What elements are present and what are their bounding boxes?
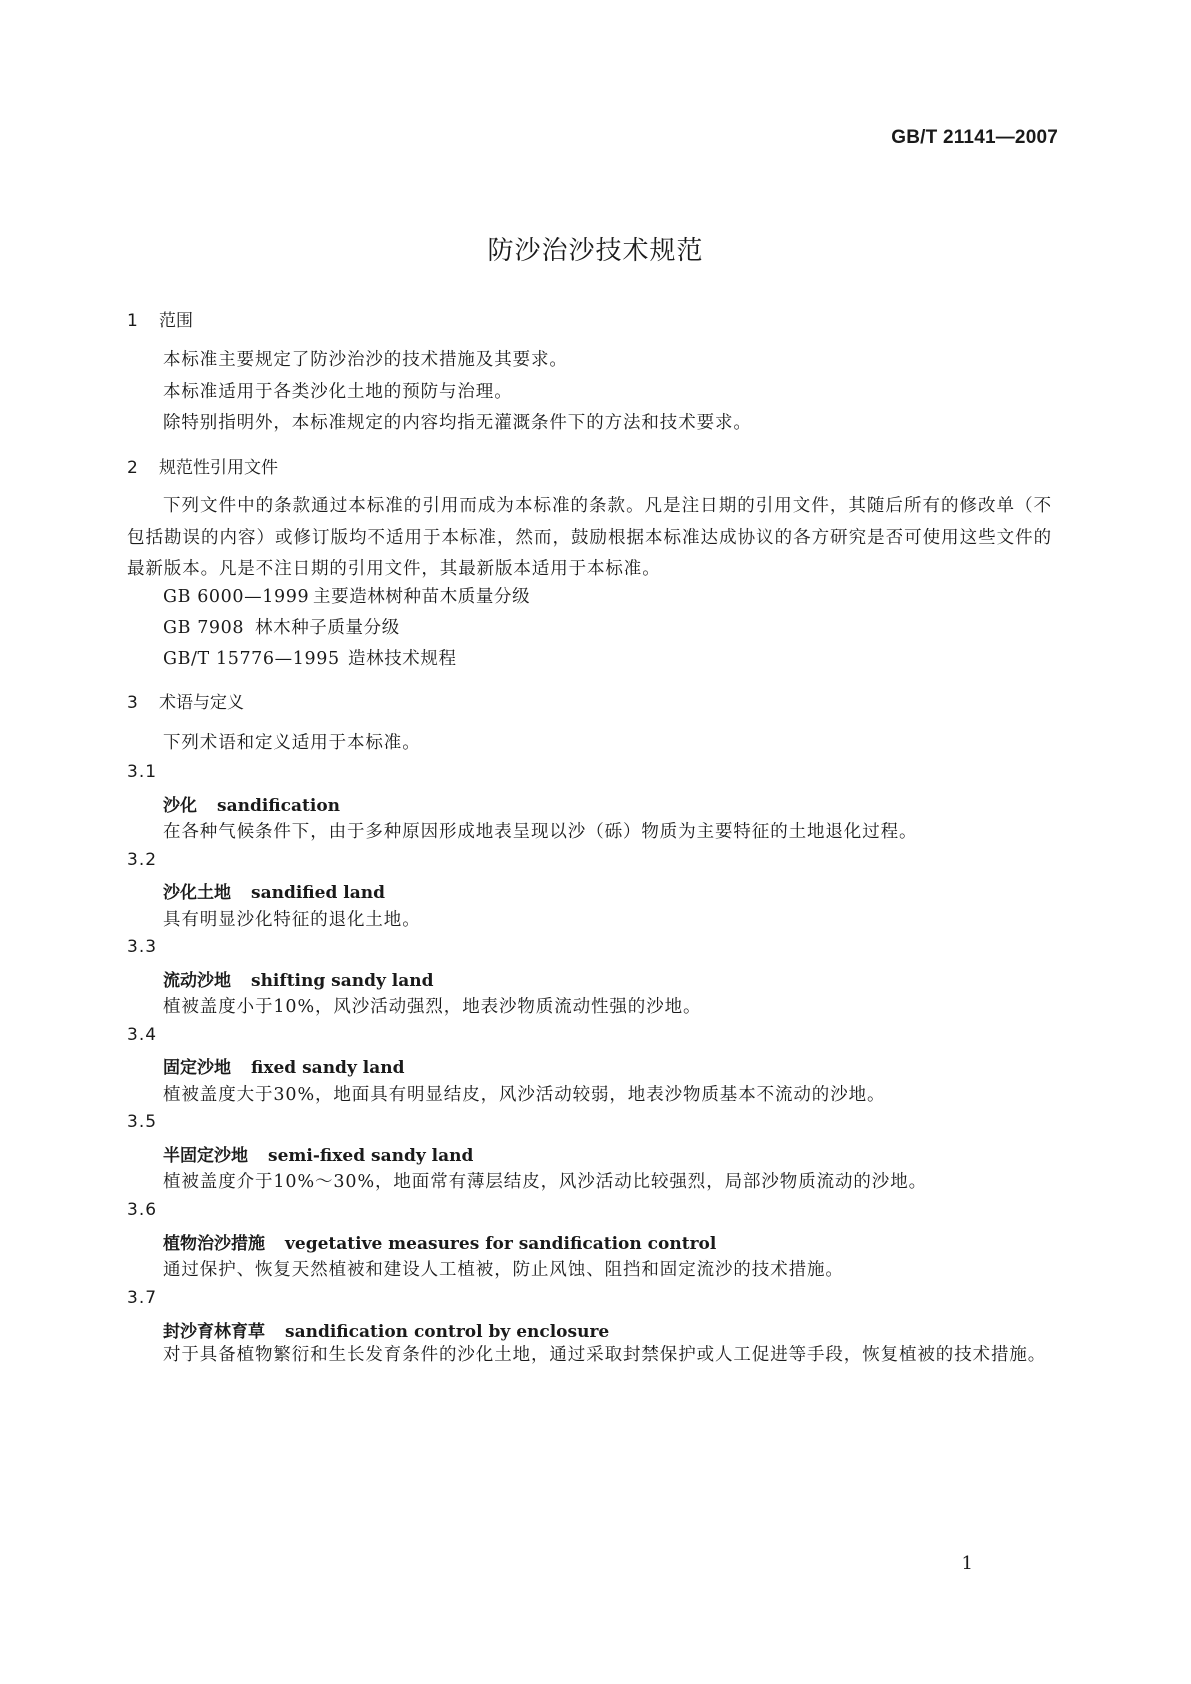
term-en: sandification: [217, 796, 341, 816]
section-2-heading: [127, 453, 278, 478]
section-title: 术语与定义: [159, 693, 244, 713]
term-heading: [163, 1229, 716, 1254]
clause-number: 3.3: [127, 937, 158, 957]
paragraph: 本标准主要规定了防沙治沙的技术措施及其要求。: [163, 350, 568, 370]
section-title: 范围: [159, 311, 193, 331]
term-zh: 植物治沙措施: [163, 1234, 265, 1254]
term-en: sandified land: [251, 883, 385, 903]
reference-title: 造林技术规程: [348, 649, 457, 669]
page-number: 1: [961, 1553, 973, 1574]
section-title: 规范性引用文件: [159, 458, 278, 478]
term-en: vegetative measures for sandification control: [285, 1234, 717, 1254]
term-zh: 沙化: [163, 796, 197, 816]
term-en: shifting sandy land: [251, 971, 434, 991]
clause-number: 3.7: [127, 1288, 158, 1308]
term-zh: 固定沙地: [163, 1058, 231, 1078]
reference-item: [163, 645, 457, 670]
term-heading: [163, 1053, 404, 1078]
clause-number: 3.2: [127, 850, 158, 870]
term-zh: 流动沙地: [163, 971, 231, 991]
reference-code: GB/T 15776—1995: [163, 649, 340, 669]
term-en: semi-fixed sandy land: [268, 1146, 474, 1166]
section-1-heading: [127, 306, 193, 331]
paragraph: 本标准适用于各类沙化土地的预防与治理。: [163, 382, 513, 402]
section-3-heading: [127, 688, 244, 713]
term-heading: [163, 966, 434, 991]
clause-number: 3.5: [127, 1112, 158, 1132]
reference-code: GB 6000—1999: [163, 587, 310, 607]
term-definition: 植被盖度大于30%，地面具有明显结皮，风沙活动较弱，地表沙物质基本不流动的沙地。: [163, 1085, 886, 1105]
term-definition: 在各种气候条件下，由于多种原因形成地表呈现以沙（砾）物质为主要特征的土地退化过程。: [163, 822, 918, 842]
clause-number: 3.6: [127, 1200, 158, 1220]
reference-item: [163, 614, 400, 639]
paragraph: 下列术语和定义适用于本标准。: [163, 733, 421, 753]
document-title: 防沙治沙技术规范: [487, 236, 704, 266]
reference-title: 林木种子质量分级: [255, 618, 400, 638]
term-heading: [163, 791, 340, 816]
term-zh: 半固定沙地: [163, 1146, 248, 1166]
standard-code: GB/T 21141—2007: [891, 127, 1058, 148]
reference-code: GB 7908: [163, 618, 245, 638]
term-definition: 植被盖度小于10%，风沙活动强烈，地表沙物质流动性强的沙地。: [163, 997, 702, 1017]
term-en: sandification control by enclosure: [285, 1322, 610, 1342]
term-heading: [163, 1141, 473, 1166]
term-heading: [163, 878, 385, 903]
paragraph: 除特别指明外，本标准规定的内容均指无灌溉条件下的方法和技术要求。: [163, 413, 752, 433]
term-definition: 植被盖度介于10%～30%，地面常有薄层结皮，风沙活动比较强烈，局部沙物质流动的沙地。: [163, 1172, 927, 1192]
term-zh: 沙化土地: [163, 883, 231, 903]
section-number: 2: [127, 458, 138, 478]
section-number: 1: [127, 311, 138, 331]
term-definition: 具有明显沙化特征的退化土地。: [163, 910, 421, 930]
term-definition: 对于具备植物繁衍和生长发育条件的沙化土地，通过采取封禁保护或人工促进等手段，恢复植被的技术措施。: [163, 1345, 1047, 1365]
normative-references-intro: 下列文件中的条款通过本标准的引用而成为本标准的条款。凡是注日期的引用文件，其随后所有的修改单（不包括勘误的内容）或修订版均不适用于本标准，然而，鼓励根据本标准达成协议的各方研究是否可使用这些文件的最新版本。凡是不注日期的引用文件，其最新版本适用于本标准。: [127, 496, 1052, 579]
clause-number: 3.1: [127, 762, 158, 782]
clause-number: 3.4: [127, 1025, 158, 1045]
reference-item: [163, 583, 530, 608]
term-definition: 通过保护、恢复天然植被和建设人工植被，防止风蚀、阻挡和固定流沙的技术措施。: [163, 1260, 844, 1280]
section-number: 3: [127, 693, 138, 713]
term-heading: [163, 1317, 609, 1342]
term-zh: 封沙育林育草: [163, 1322, 265, 1342]
term-en: fixed sandy land: [251, 1058, 405, 1078]
reference-title: 主要造林树种苗木质量分级: [313, 587, 531, 607]
